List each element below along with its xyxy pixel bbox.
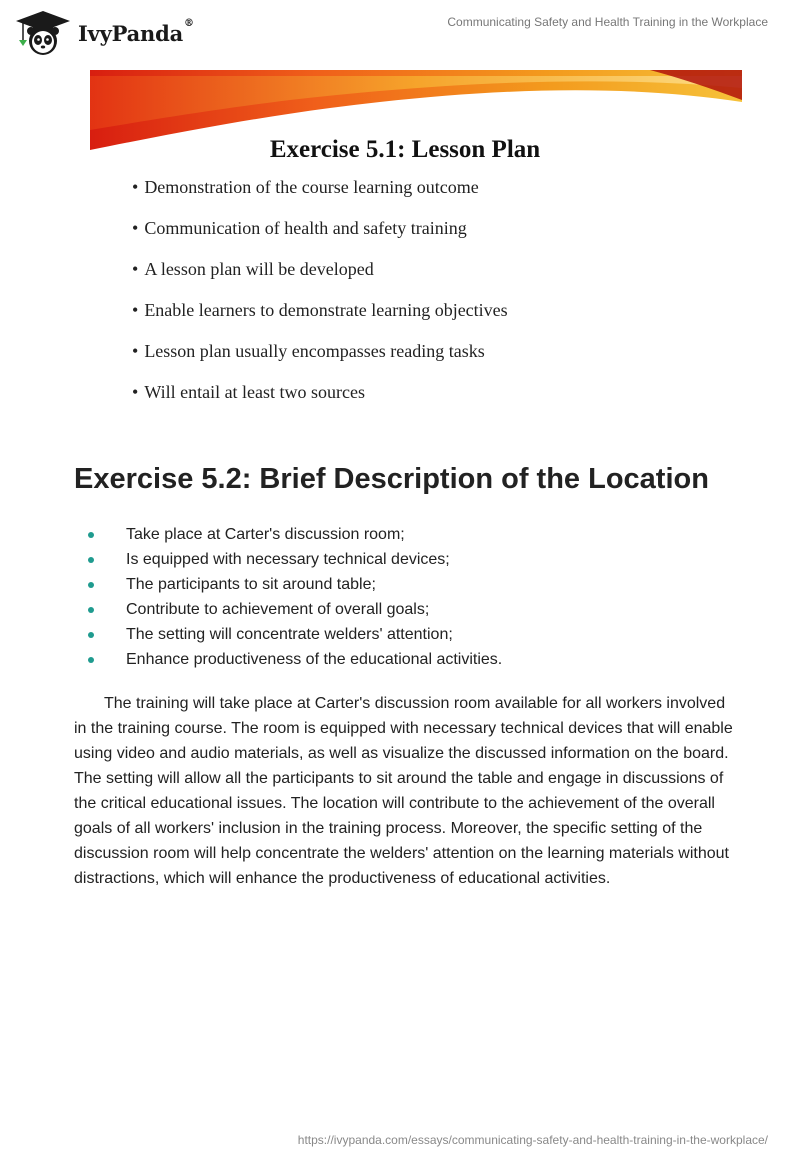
list-item <box>88 624 502 649</box>
list-item <box>88 524 502 549</box>
list-item-text: Enhance productiveness of the educational activities. <box>126 651 503 668</box>
bullet-dot-icon <box>88 582 94 588</box>
list-item <box>88 649 502 674</box>
bullet-dot-icon <box>88 632 94 638</box>
list-item-text: The participants to sit around table; <box>126 576 376 593</box>
bullet-dot-icon <box>88 557 94 563</box>
slide-list-item: • A lesson plan will be developed <box>132 258 508 299</box>
page-header <box>0 0 800 60</box>
ivypanda-logo[interactable] <box>14 10 194 56</box>
list-item-text: The setting will concentrate welders' attention; <box>126 626 453 643</box>
section-heading: Exercise 5.2: Brief Description of the Location <box>74 463 709 495</box>
bullet-dot-icon <box>88 607 94 613</box>
list-item <box>88 574 502 599</box>
list-item-text: Is equipped with necessary technical devices; <box>126 551 450 568</box>
document-title: Communicating Safety and Health Training in the Workplace <box>447 15 768 29</box>
body-paragraph: The training will take place at Carter's discussion room available for all workers involved in the training course. The room is equipped with necessary technical devices that will enable using video and audio materials, as well as visualize the discussed information on the board. The setting will allow all the participants to sit around the table and engage in discussions of the critical educational issues. The location will contribute to the achievement of the overall goals of all workers' inclusion in the training process. Moreover, the specific setting of the discussion room will help concentrate the welders' attention on the learning materials without distractions, which will enhance the productiveness of educational activities. <box>74 695 733 887</box>
slide-list-item: • Demonstration of the course learning outcome <box>132 176 508 217</box>
location-bullet-list <box>88 524 502 674</box>
slide-list-item: • Communication of health and safety training <box>132 217 508 258</box>
slide-list-item: • Lesson plan usually encompasses reading tasks <box>132 340 508 381</box>
list-item <box>88 549 502 574</box>
slide-list-item: • Will entail at least two sources <box>132 381 508 415</box>
bullet-dot-icon <box>88 657 94 663</box>
panda-graduate-icon <box>14 10 72 56</box>
brand-name: IvyPanda® <box>78 17 194 46</box>
source-url-link[interactable]: https://ivypanda.com/essays/communicating-safety-and-health-training-in-the-workplace/ <box>297 1133 768 1147</box>
lesson-plan-slide-image <box>90 70 742 415</box>
slide-title: Exercise 5.1: Lesson Plan <box>269 136 541 163</box>
list-item-text: Contribute to achievement of overall goals; <box>126 601 430 618</box>
bullet-dot-icon <box>88 532 94 538</box>
list-item <box>88 599 502 624</box>
slide-list-item: • Enable learners to demonstrate learning objectives <box>132 299 508 340</box>
list-item-text: Take place at Carter's discussion room; <box>126 526 405 543</box>
slide-bullet-list <box>132 176 508 415</box>
